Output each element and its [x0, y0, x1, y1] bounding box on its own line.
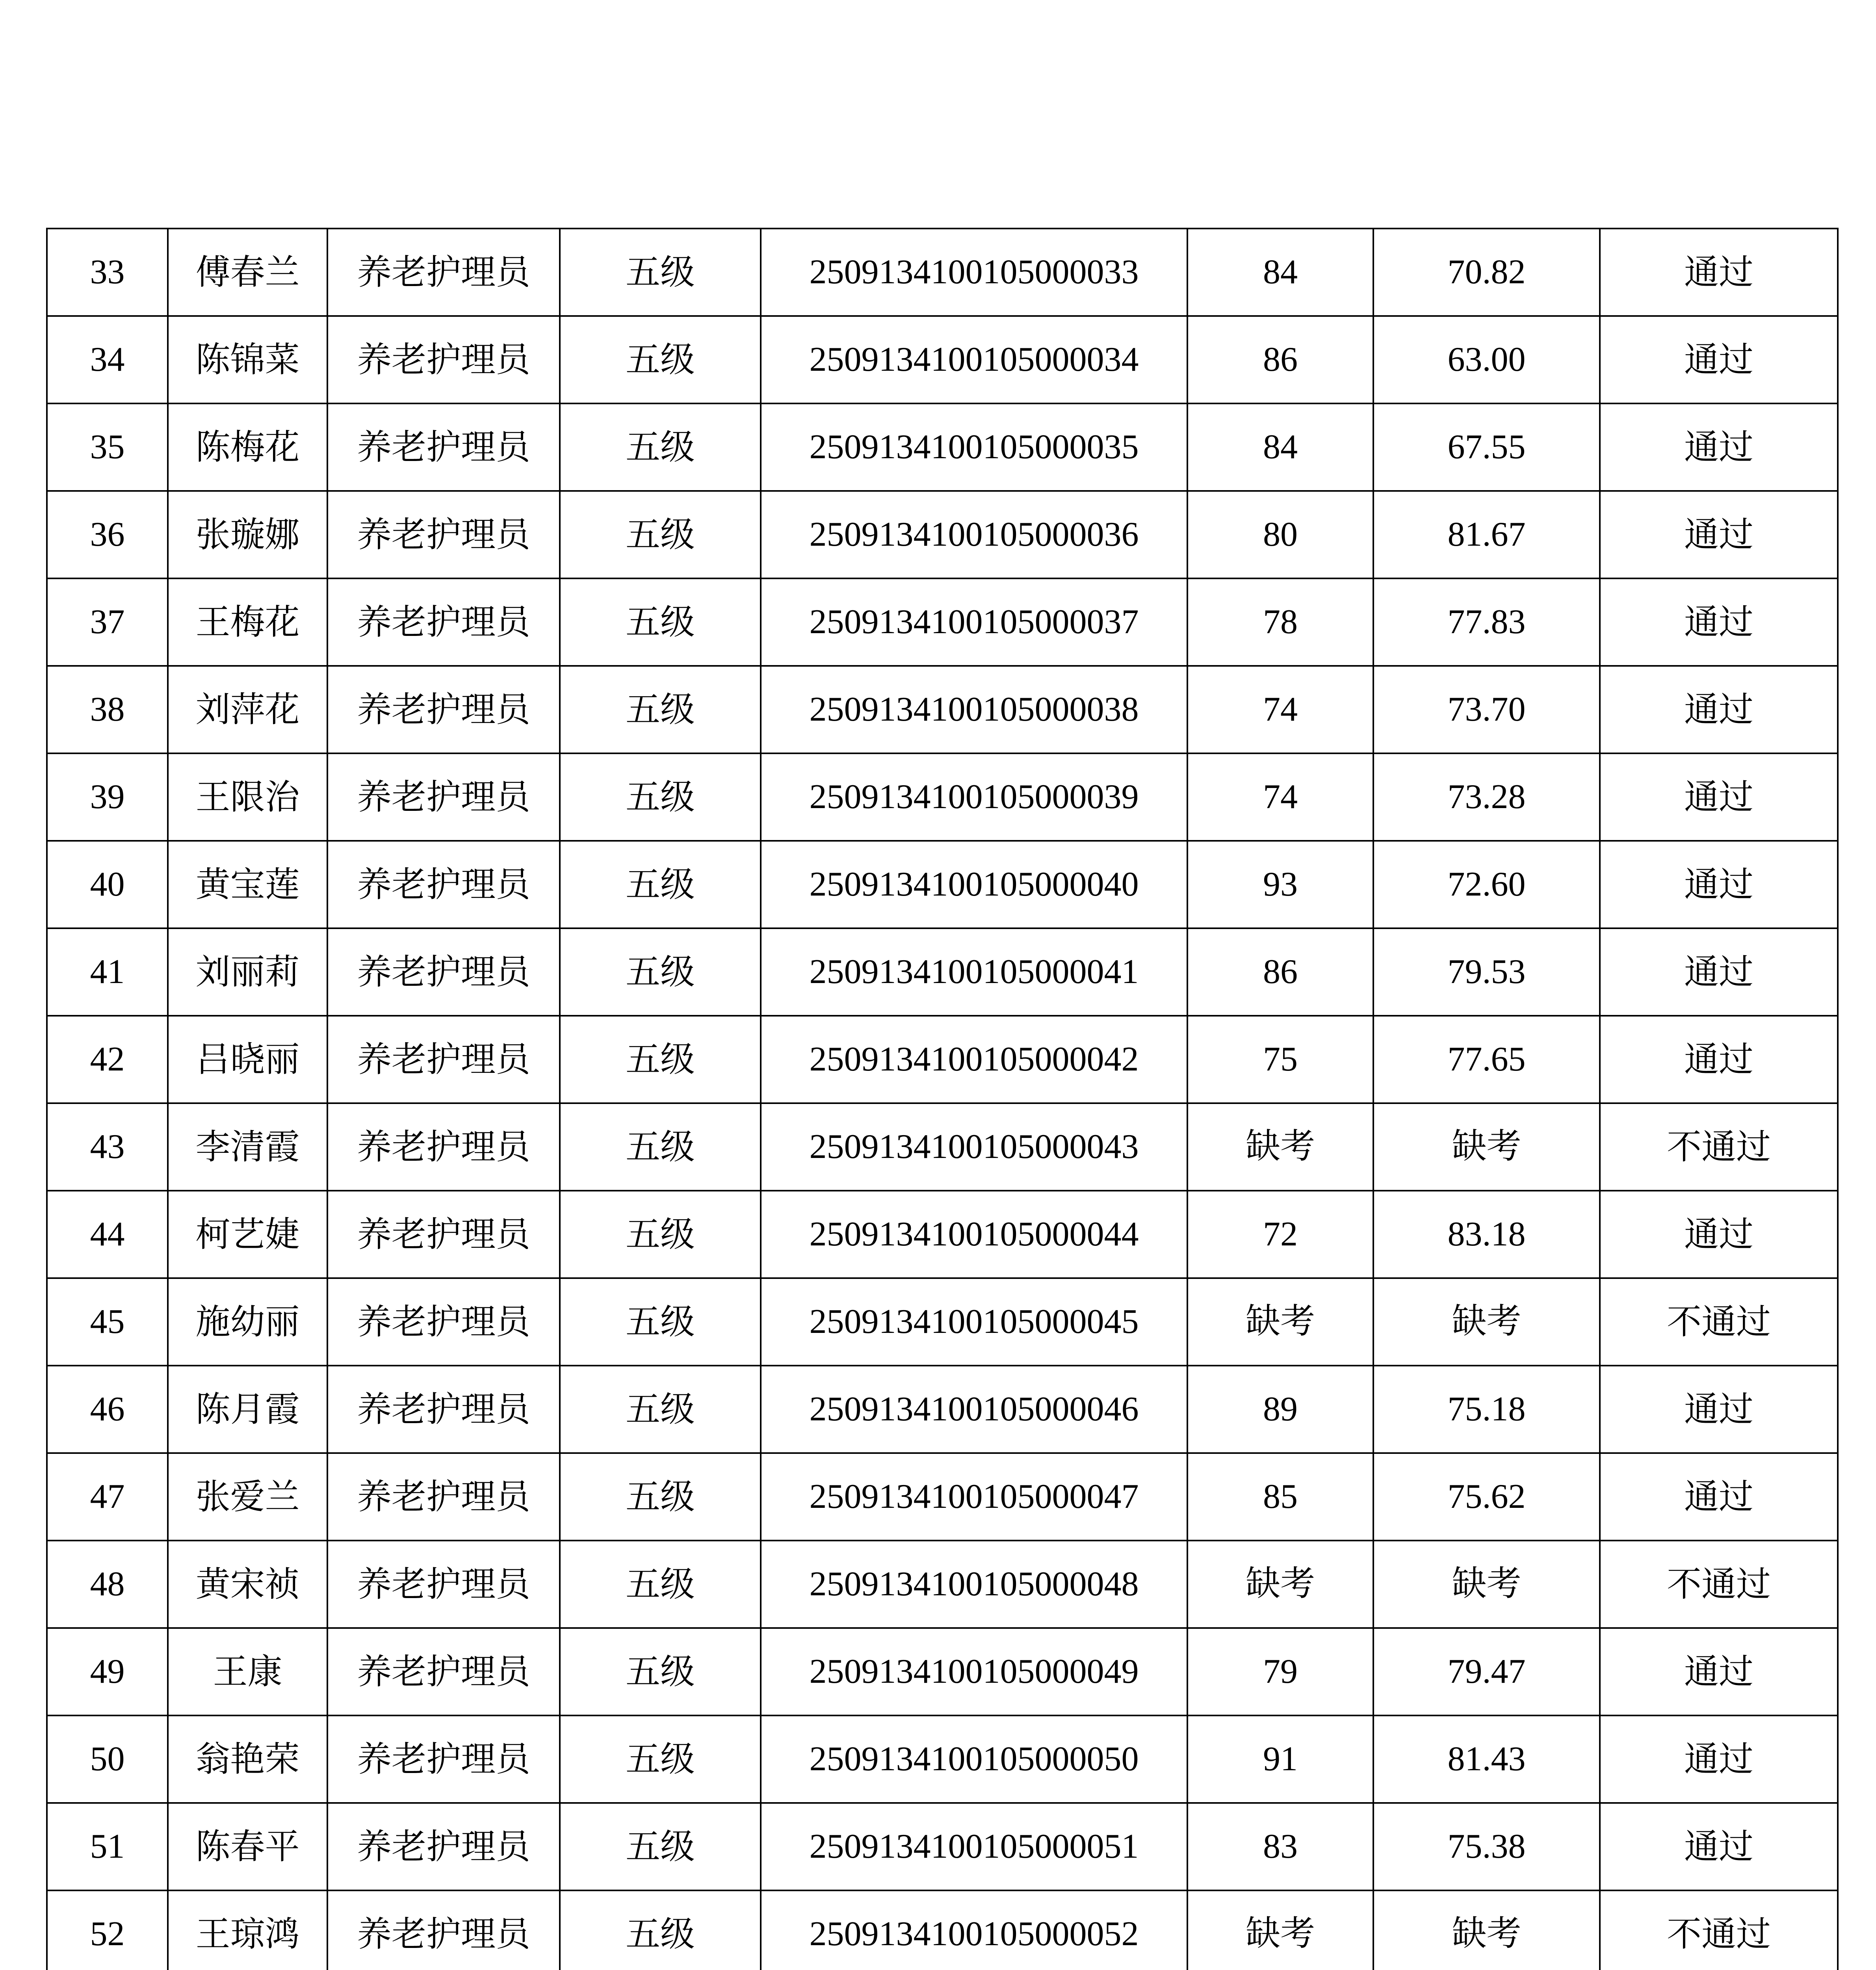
theory-score-cell: 74: [1187, 666, 1373, 753]
result-cell: 通过: [1600, 928, 1838, 1016]
seq-no-cell: 39: [47, 753, 168, 841]
table-row: [47, 1366, 1838, 1453]
name-cell: 李清霞: [168, 1103, 327, 1191]
seq-no-cell: 37: [47, 578, 168, 666]
occupation-cell: 养老护理员: [327, 229, 560, 316]
theory-score-cell: 72: [1187, 1191, 1373, 1278]
skill-score-cell: 70.82: [1373, 229, 1600, 316]
result-cell: 通过: [1600, 666, 1838, 753]
theory-score-cell: 78: [1187, 578, 1373, 666]
occupation-cell: 养老护理员: [327, 666, 560, 753]
theory-score-cell: 93: [1187, 841, 1373, 928]
result-cell: 通过: [1600, 1628, 1838, 1715]
name-cell: 张爱兰: [168, 1453, 327, 1541]
level-cell: 五级: [560, 1890, 761, 1970]
level-cell: 五级: [560, 1628, 761, 1715]
name-cell: 黄宋祯: [168, 1541, 327, 1628]
theory-score-cell: 86: [1187, 928, 1373, 1016]
table-row: [47, 1103, 1838, 1191]
name-cell: 王限治: [168, 753, 327, 841]
table-row: [47, 316, 1838, 403]
theory-score-cell: 83: [1187, 1803, 1373, 1890]
level-cell: 五级: [560, 1453, 761, 1541]
cert-no-cell: 2509134100105000051: [761, 1803, 1187, 1890]
occupation-cell: 养老护理员: [327, 491, 560, 578]
result-cell: 通过: [1600, 1453, 1838, 1541]
name-cell: 刘萍花: [168, 666, 327, 753]
skill-score-cell: 79.53: [1373, 928, 1600, 1016]
occupation-cell: 养老护理员: [327, 1715, 560, 1803]
seq-no-cell: 41: [47, 928, 168, 1016]
occupation-cell: 养老护理员: [327, 316, 560, 403]
skill-score-cell: 73.28: [1373, 753, 1600, 841]
cert-no-cell: 2509134100105000041: [761, 928, 1187, 1016]
skill-score-cell: 77.65: [1373, 1016, 1600, 1103]
name-cell: 王梅花: [168, 578, 327, 666]
seq-no-cell: 42: [47, 1016, 168, 1103]
table-row: [47, 229, 1838, 316]
cert-no-cell: 2509134100105000042: [761, 1016, 1187, 1103]
table-row: [47, 753, 1838, 841]
theory-score-cell: 89: [1187, 1366, 1373, 1453]
level-cell: 五级: [560, 1016, 761, 1103]
level-cell: 五级: [560, 753, 761, 841]
table-row: [47, 1541, 1838, 1628]
table-row: [47, 1278, 1838, 1366]
occupation-cell: 养老护理员: [327, 1803, 560, 1890]
cert-no-cell: 2509134100105000050: [761, 1715, 1187, 1803]
skill-score-cell: 75.62: [1373, 1453, 1600, 1541]
seq-no-cell: 44: [47, 1191, 168, 1278]
occupation-cell: 养老护理员: [327, 1191, 560, 1278]
occupation-cell: 养老护理员: [327, 1628, 560, 1715]
skill-score-cell: 75.18: [1373, 1366, 1600, 1453]
skill-score-cell: 81.43: [1373, 1715, 1600, 1803]
result-cell: 不通过: [1600, 1890, 1838, 1970]
table-row: [47, 491, 1838, 578]
name-cell: 陈锦菜: [168, 316, 327, 403]
occupation-cell: 养老护理员: [327, 403, 560, 491]
name-cell: 王康: [168, 1628, 327, 1715]
theory-score-cell: 80: [1187, 491, 1373, 578]
result-cell: 通过: [1600, 1366, 1838, 1453]
seq-no-cell: 43: [47, 1103, 168, 1191]
seq-no-cell: 45: [47, 1278, 168, 1366]
result-cell: 不通过: [1600, 1541, 1838, 1628]
theory-score-cell: 79: [1187, 1628, 1373, 1715]
level-cell: 五级: [560, 316, 761, 403]
skill-score-cell: 81.67: [1373, 491, 1600, 578]
seq-no-cell: 34: [47, 316, 168, 403]
result-cell: 通过: [1600, 841, 1838, 928]
theory-score-cell: 75: [1187, 1016, 1373, 1103]
level-cell: 五级: [560, 1803, 761, 1890]
result-cell: 不通过: [1600, 1278, 1838, 1366]
seq-no-cell: 33: [47, 229, 168, 316]
level-cell: 五级: [560, 1103, 761, 1191]
cert-no-cell: 2509134100105000035: [761, 403, 1187, 491]
table-row: [47, 1715, 1838, 1803]
occupation-cell: 养老护理员: [327, 1278, 560, 1366]
cert-no-cell: 2509134100105000036: [761, 491, 1187, 578]
cert-no-cell: 2509134100105000049: [761, 1628, 1187, 1715]
level-cell: 五级: [560, 229, 761, 316]
occupation-cell: 养老护理员: [327, 841, 560, 928]
results-sheet: [46, 228, 1837, 1970]
level-cell: 五级: [560, 1366, 761, 1453]
seq-no-cell: 47: [47, 1453, 168, 1541]
result-cell: 通过: [1600, 1191, 1838, 1278]
theory-score-cell: 缺考: [1187, 1890, 1373, 1970]
cert-no-cell: 2509134100105000039: [761, 753, 1187, 841]
cert-no-cell: 2509134100105000044: [761, 1191, 1187, 1278]
cert-no-cell: 2509134100105000040: [761, 841, 1187, 928]
seq-no-cell: 50: [47, 1715, 168, 1803]
result-cell: 通过: [1600, 316, 1838, 403]
occupation-cell: 养老护理员: [327, 578, 560, 666]
result-cell: 通过: [1600, 1803, 1838, 1890]
cert-no-cell: 2509134100105000048: [761, 1541, 1187, 1628]
skill-score-cell: 67.55: [1373, 403, 1600, 491]
skill-score-cell: 77.83: [1373, 578, 1600, 666]
name-cell: 翁艳荣: [168, 1715, 327, 1803]
occupation-cell: 养老护理员: [327, 928, 560, 1016]
level-cell: 五级: [560, 491, 761, 578]
name-cell: 施幼丽: [168, 1278, 327, 1366]
seq-no-cell: 38: [47, 666, 168, 753]
occupation-cell: 养老护理员: [327, 1103, 560, 1191]
name-cell: 王琼鸿: [168, 1890, 327, 1970]
theory-score-cell: 缺考: [1187, 1278, 1373, 1366]
skill-score-cell: 83.18: [1373, 1191, 1600, 1278]
seq-no-cell: 48: [47, 1541, 168, 1628]
table-row: [47, 928, 1838, 1016]
skill-score-cell: 73.70: [1373, 666, 1600, 753]
table-row: [47, 1890, 1838, 1970]
level-cell: 五级: [560, 1191, 761, 1278]
name-cell: 黄宝莲: [168, 841, 327, 928]
table-body: [47, 229, 1838, 1970]
result-cell: 通过: [1600, 1715, 1838, 1803]
results-table: [46, 228, 1839, 1970]
level-cell: 五级: [560, 666, 761, 753]
theory-score-cell: 缺考: [1187, 1103, 1373, 1191]
seq-no-cell: 49: [47, 1628, 168, 1715]
name-cell: 吕晓丽: [168, 1016, 327, 1103]
table-row: [47, 578, 1838, 666]
table-row: [47, 841, 1838, 928]
cert-no-cell: 2509134100105000038: [761, 666, 1187, 753]
level-cell: 五级: [560, 403, 761, 491]
skill-score-cell: 79.47: [1373, 1628, 1600, 1715]
level-cell: 五级: [560, 1715, 761, 1803]
level-cell: 五级: [560, 841, 761, 928]
result-cell: 通过: [1600, 1016, 1838, 1103]
cert-no-cell: 2509134100105000034: [761, 316, 1187, 403]
level-cell: 五级: [560, 578, 761, 666]
seq-no-cell: 40: [47, 841, 168, 928]
name-cell: 柯艺婕: [168, 1191, 327, 1278]
result-cell: 通过: [1600, 229, 1838, 316]
level-cell: 五级: [560, 1278, 761, 1366]
cert-no-cell: 2509134100105000033: [761, 229, 1187, 316]
result-cell: 通过: [1600, 578, 1838, 666]
name-cell: 刘丽莉: [168, 928, 327, 1016]
table-row: [47, 666, 1838, 753]
seq-no-cell: 36: [47, 491, 168, 578]
result-cell: 通过: [1600, 491, 1838, 578]
skill-score-cell: 缺考: [1373, 1278, 1600, 1366]
name-cell: 陈梅花: [168, 403, 327, 491]
theory-score-cell: 84: [1187, 403, 1373, 491]
name-cell: 陈春平: [168, 1803, 327, 1890]
theory-score-cell: 91: [1187, 1715, 1373, 1803]
level-cell: 五级: [560, 1541, 761, 1628]
theory-score-cell: 84: [1187, 229, 1373, 316]
name-cell: 陈月霞: [168, 1366, 327, 1453]
cert-no-cell: 2509134100105000047: [761, 1453, 1187, 1541]
occupation-cell: 养老护理员: [327, 1366, 560, 1453]
skill-score-cell: 缺考: [1373, 1541, 1600, 1628]
skill-score-cell: 75.38: [1373, 1803, 1600, 1890]
cert-no-cell: 2509134100105000037: [761, 578, 1187, 666]
seq-no-cell: 35: [47, 403, 168, 491]
occupation-cell: 养老护理员: [327, 753, 560, 841]
cert-no-cell: 2509134100105000043: [761, 1103, 1187, 1191]
name-cell: 傅春兰: [168, 229, 327, 316]
table-row: [47, 1803, 1838, 1890]
seq-no-cell: 51: [47, 1803, 168, 1890]
occupation-cell: 养老护理员: [327, 1016, 560, 1103]
result-cell: 不通过: [1600, 1103, 1838, 1191]
table-row: [47, 403, 1838, 491]
skill-score-cell: 缺考: [1373, 1890, 1600, 1970]
cert-no-cell: 2509134100105000046: [761, 1366, 1187, 1453]
theory-score-cell: 缺考: [1187, 1541, 1373, 1628]
table-row: [47, 1191, 1838, 1278]
seq-no-cell: 52: [47, 1890, 168, 1970]
table-row: [47, 1016, 1838, 1103]
theory-score-cell: 85: [1187, 1453, 1373, 1541]
skill-score-cell: 缺考: [1373, 1103, 1600, 1191]
cert-no-cell: 2509134100105000045: [761, 1278, 1187, 1366]
theory-score-cell: 74: [1187, 753, 1373, 841]
level-cell: 五级: [560, 928, 761, 1016]
table-row: [47, 1628, 1838, 1715]
table-row: [47, 1453, 1838, 1541]
skill-score-cell: 63.00: [1373, 316, 1600, 403]
occupation-cell: 养老护理员: [327, 1541, 560, 1628]
occupation-cell: 养老护理员: [327, 1890, 560, 1970]
seq-no-cell: 46: [47, 1366, 168, 1453]
theory-score-cell: 86: [1187, 316, 1373, 403]
name-cell: 张璇娜: [168, 491, 327, 578]
cert-no-cell: 2509134100105000052: [761, 1890, 1187, 1970]
result-cell: 通过: [1600, 403, 1838, 491]
skill-score-cell: 72.60: [1373, 841, 1600, 928]
result-cell: 通过: [1600, 753, 1838, 841]
occupation-cell: 养老护理员: [327, 1453, 560, 1541]
